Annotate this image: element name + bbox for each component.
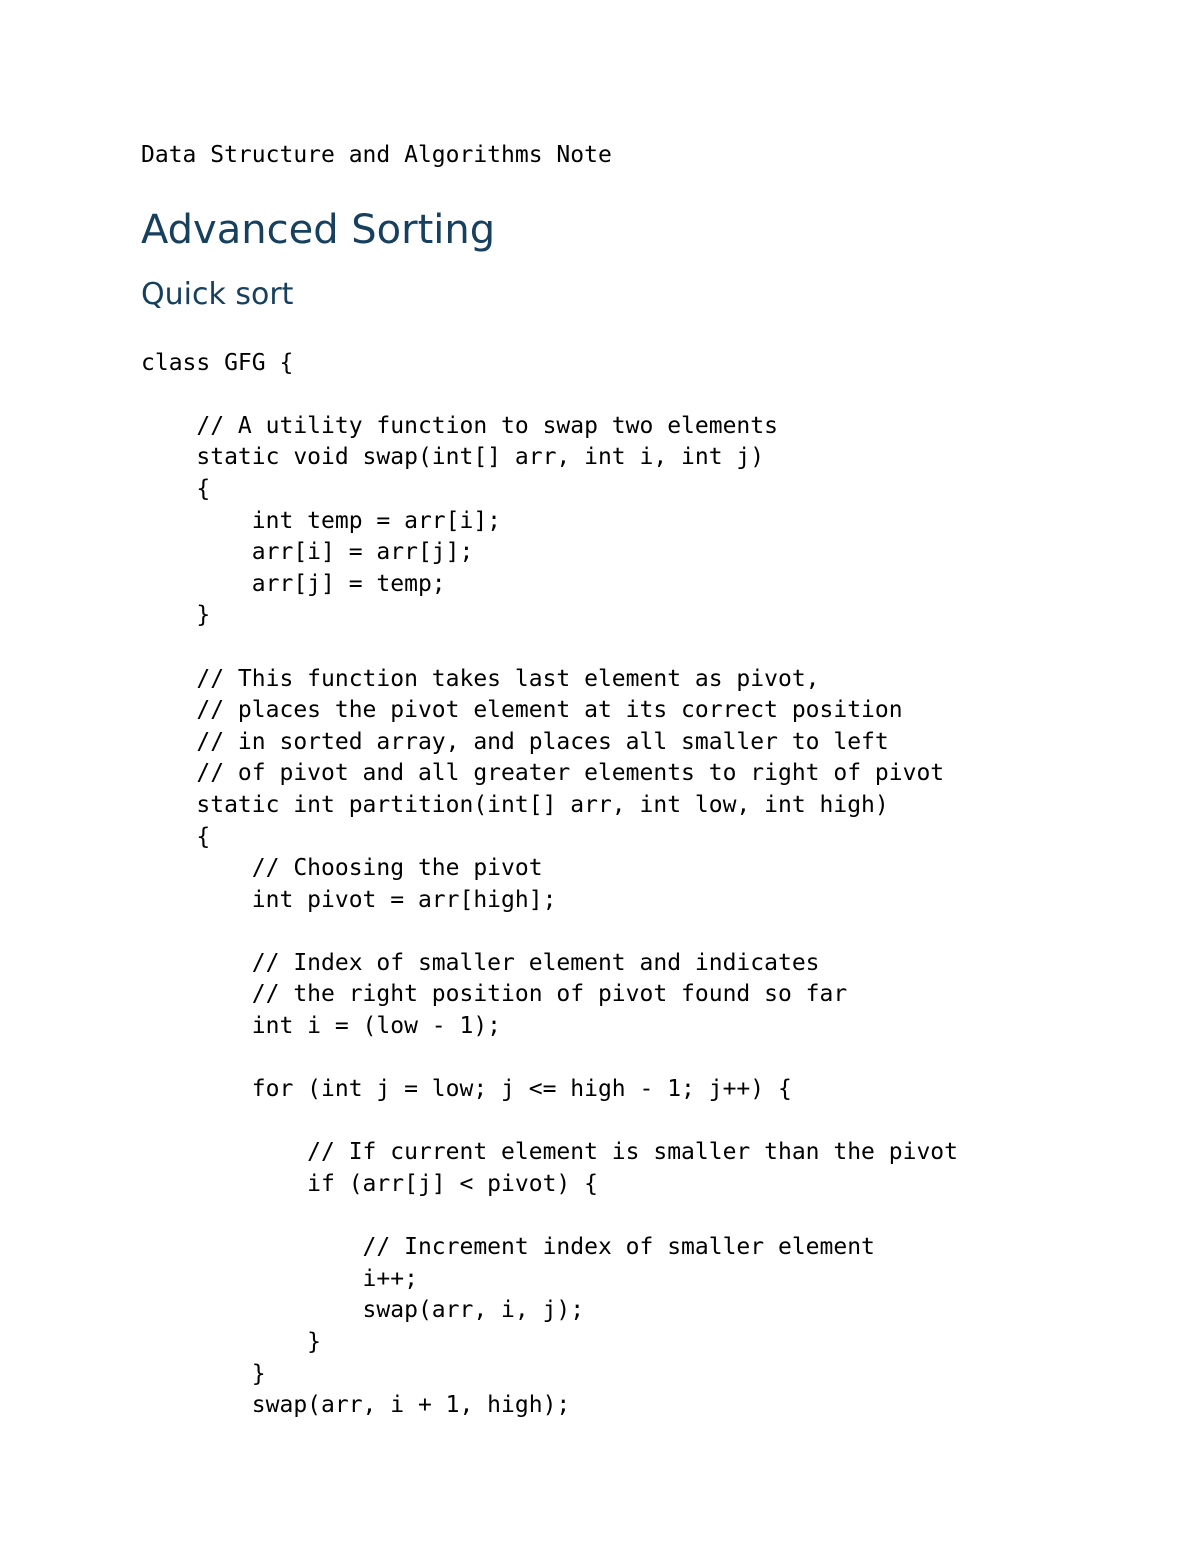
code-line: if (arr[j] < pivot) {: [141, 1171, 598, 1198]
code-line: swap(arr, i + 1, high);: [141, 1392, 571, 1419]
document-header-note: Data Structure and Algorithms Note: [141, 142, 612, 168]
code-line: }: [141, 1360, 266, 1387]
code-line: static void swap(int[] arr, int i, int j): [141, 444, 765, 471]
code-line: int temp = arr[i];: [141, 507, 502, 534]
code-line: {: [141, 823, 211, 850]
code-line: {: [141, 475, 211, 502]
code-line: class GFG {: [141, 349, 294, 376]
code-line: [141, 1201, 958, 1233]
code-line: arr[j] = temp;: [141, 570, 446, 597]
code-block: [141, 316, 958, 1485]
code-line: // Index of smaller element and indicates: [141, 949, 820, 976]
code-line: [141, 1043, 958, 1075]
code-line: // If current element is smaller than the pivot: [141, 1139, 958, 1166]
code-line: static int partition(int[] arr, int low, int high): [141, 791, 889, 818]
code-line: [141, 1106, 958, 1138]
code-line: int i = (low - 1);: [141, 1013, 502, 1040]
code-line: // Increment index of smaller element: [141, 1234, 875, 1261]
code-line: [141, 379, 958, 411]
code-line: }: [141, 1329, 322, 1355]
section-subtitle: Quick sort: [141, 277, 294, 312]
code-line: int pivot = arr[high];: [141, 886, 557, 913]
code-line: [141, 632, 958, 664]
code-line: // of pivot and all greater elements to right of pivot: [141, 760, 945, 787]
code-line: // Choosing the pivot: [141, 855, 543, 882]
code-line: // This function takes last element as pivot,: [141, 665, 820, 692]
code-line: // the right position of pivot found so far: [141, 981, 848, 1008]
code-line: // in sorted array, and places all smaller to left: [141, 728, 889, 755]
code-line: for (int j = low; j <= high - 1; j++) {: [141, 1076, 792, 1103]
code-line: i++;: [141, 1265, 418, 1292]
code-line: swap(arr, i, j);: [141, 1297, 585, 1324]
code-line: arr[i] = arr[j];: [141, 539, 474, 566]
code-line: // places the pivot element at its correct position: [141, 697, 903, 724]
code-line: // A utility function to swap two elements: [141, 412, 778, 439]
code-line: }: [141, 602, 211, 629]
code-line: [141, 916, 958, 948]
page-title: Advanced Sorting: [141, 207, 496, 253]
